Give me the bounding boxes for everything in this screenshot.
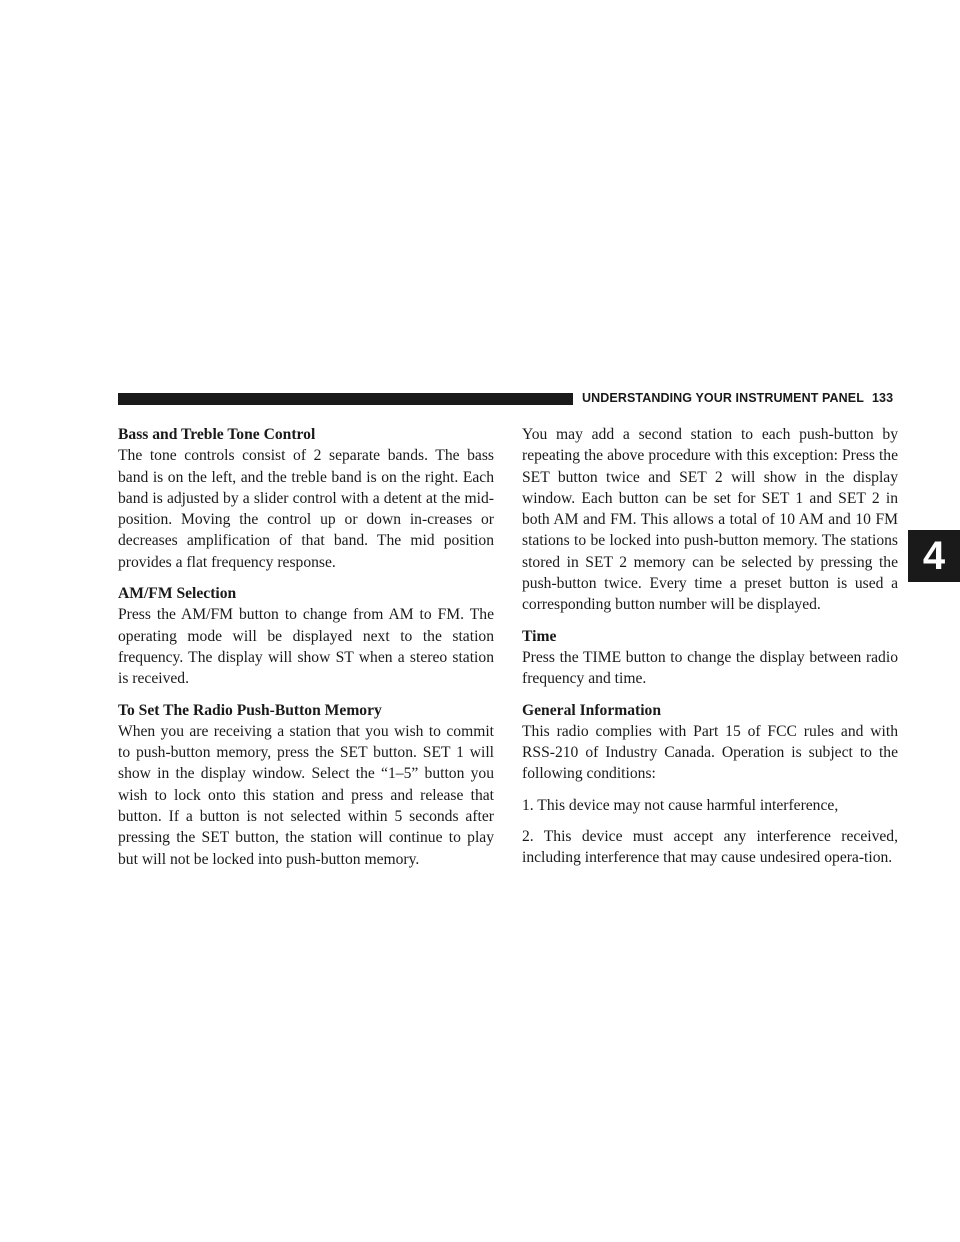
paragraph: Press the TIME button to change the display between radio frequency and time. xyxy=(522,648,898,688)
section-push-button-memory xyxy=(118,700,494,870)
left-column xyxy=(118,424,494,880)
paragraph: 1. This device may not cause harmful interference, xyxy=(522,796,839,814)
section-general-information xyxy=(522,700,898,869)
paragraph: When you are receiving a station that you wish to commit to push-button memory, press the SET button. SET 1 will show in the display window. Select the “1–5” button you wish to lock onto this station and press and release that button. If a button is not selected within 5 seconds after pressing the SET button, the station will continue to play but will not be locked into push-button memory. xyxy=(118,722,494,868)
header-rule xyxy=(118,393,573,405)
paragraph: You may add a second station to each push-button by repeating the above procedure with this exception: Press the SET button twice and SET 2 will show in the display window. Each button can be set for SET 1 and SET 2 in both AM and FM. This allows a total of 10 AM and 10 FM stations to be locked into push-button memory. The stations stored in SET 2 memory can be selected by pressing the push-button twice. Every time a preset button is used a corresponding button number will be displayed. xyxy=(522,426,898,614)
header-title: UNDERSTANDING YOUR INSTRUMENT PANEL xyxy=(582,391,864,405)
right-column xyxy=(522,424,898,879)
section-heading: To Set The Radio Push-Button Memory xyxy=(118,701,382,719)
section-bass-treble xyxy=(118,424,494,573)
paragraph: Press the AM/FM button to change from AM to FM. The operating mode will be displayed next to the station frequency. The display will show ST when a stereo station is received. xyxy=(118,606,494,688)
paragraph: This radio complies with Part 15 of FCC rules and with RSS-210 of Industry Canada. Operation is subject to the following conditions: xyxy=(522,722,898,783)
chapter-tab: 4 xyxy=(908,530,960,582)
section-time xyxy=(522,626,898,690)
running-header xyxy=(582,391,893,405)
section-heading: AM/FM Selection xyxy=(118,585,237,603)
section-am-fm xyxy=(118,583,494,689)
page-number: 133 xyxy=(871,391,894,405)
paragraph: 2. This device must accept any interference received, including interference that may cause undesired opera-tion. xyxy=(522,828,898,867)
section-heading: Bass and Treble Tone Control xyxy=(118,426,316,443)
section-heading: General Information xyxy=(522,701,662,719)
section-second-station xyxy=(522,424,898,616)
paragraph: The tone controls consist of 2 separate bands. The bass band is on the left, and the treble band is on the right. Each band is adjusted by a slider control with a detent at the mid-position. Moving the control up or down in-creases or decreases amplification of that band. The mid position provides a flat frequency response. xyxy=(118,447,494,571)
section-heading: Time xyxy=(522,627,557,645)
